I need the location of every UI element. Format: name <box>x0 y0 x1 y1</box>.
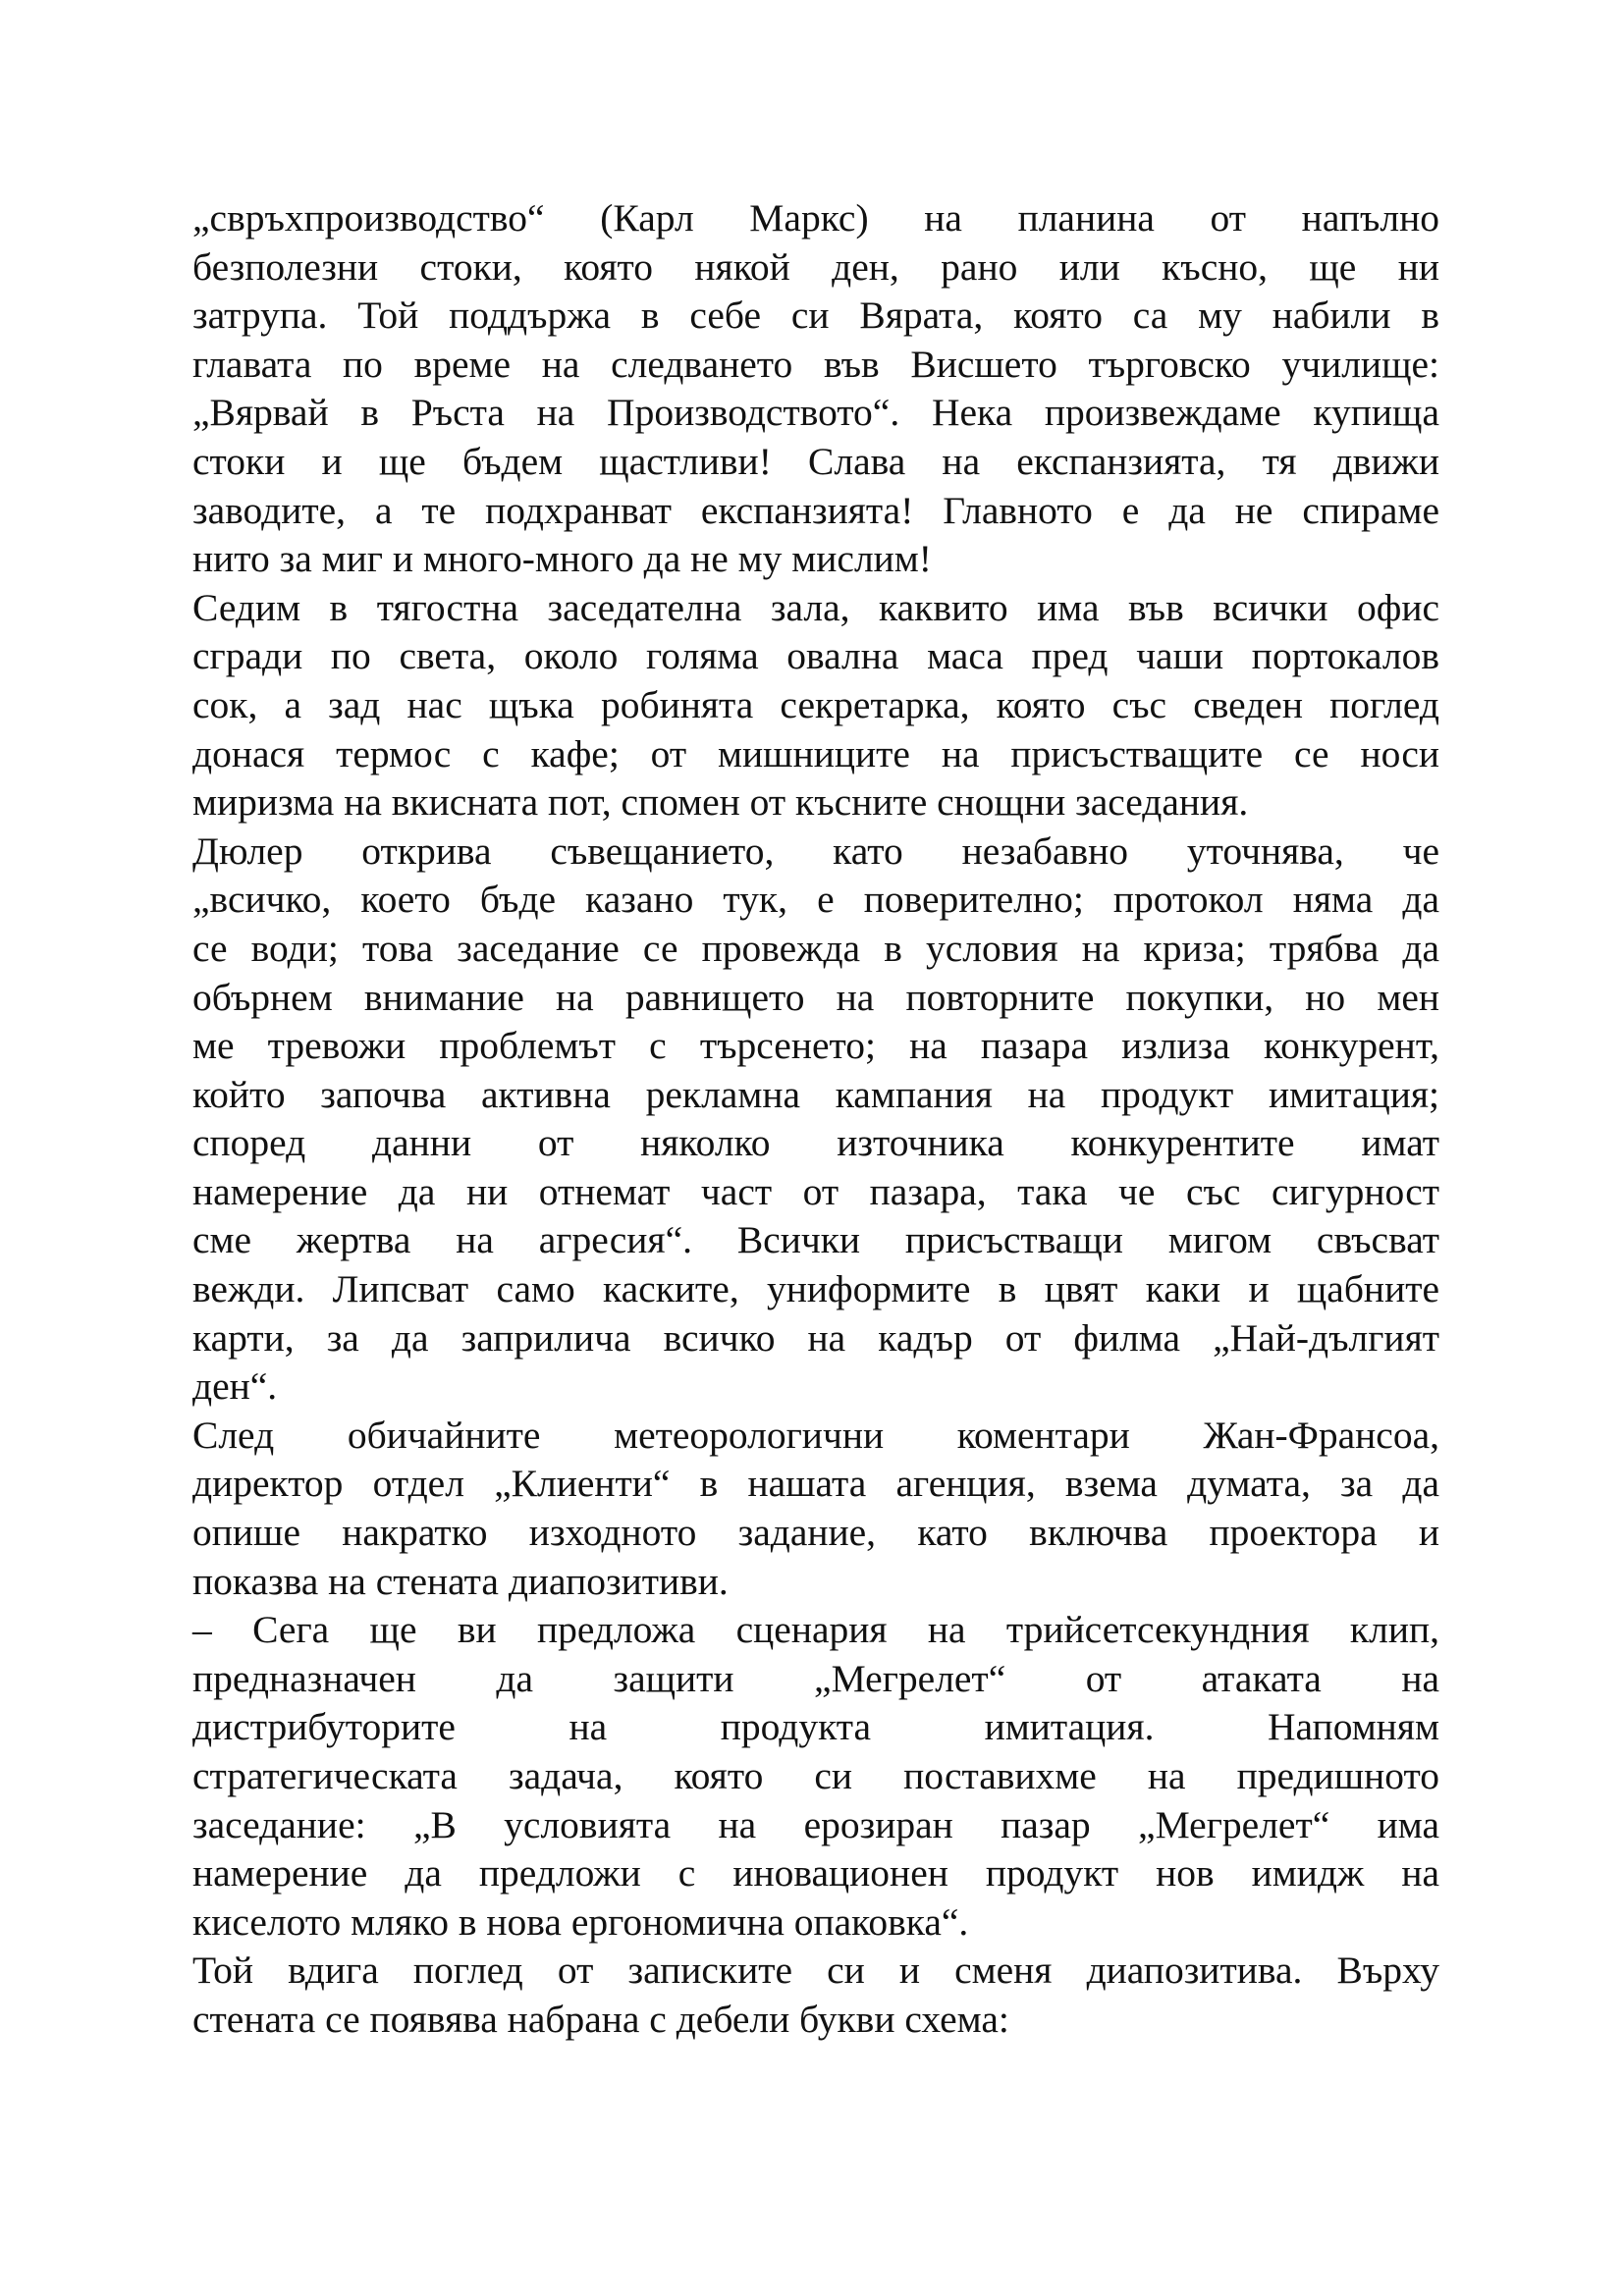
text-line: сгради по света, около голяма овална маса пред чаши портокалов <box>192 634 1439 678</box>
text-line: който започва активна рекламна кампания на продукт имитация; <box>192 1072 1439 1116</box>
text-line: предназначен да защити „Мегрелет“ от атаката на <box>192 1656 1439 1700</box>
text-line: нито за миг и много-много да не му мислим! <box>192 537 932 581</box>
text-line: опише накратко изходното задание, като включва проектора и <box>192 1511 1439 1555</box>
text-line: обърнем внимание на равнището на повторните покупки, но мен <box>192 975 1439 1019</box>
text-line: ден“. <box>192 1364 278 1409</box>
text-line: заседание: „В условията на ерозиран пазар „Мегрелет“ има <box>192 1802 1439 1846</box>
text-line: карти, за да заприлича всичко на кадър от филма „Най-дългият <box>192 1315 1439 1360</box>
text-line: След обичайните метеорологични коментари Жан-Франсоа, <box>192 1413 1439 1457</box>
text-line: „Вярвай в Ръста на Производството“. Нека произвеждаме купища <box>192 391 1439 435</box>
text-line: сок, а зад нас щъка робинята секретарка, която със сведен поглед <box>192 682 1439 726</box>
text-line: сме жертва на агресия“. Всички присъстващи мигом свъсват <box>192 1218 1439 1262</box>
text-line: Той вдига поглед от записките си и сменя диапозитива. Върху <box>192 1949 1439 1993</box>
text-line: се води; това заседание се провежда в условия на криза; трябва да <box>192 926 1439 970</box>
text-line: директор отдел „Клиенти“ в нашата агенция, взема думата, за да <box>192 1462 1439 1506</box>
text-line: според данни от няколко източника конкурентите имат <box>192 1121 1439 1165</box>
text-line: – Сега ще ви предложа сценария на трийсетсекундния клип, <box>192 1608 1439 1652</box>
text-line: стратегическата задача, която си поставихме на предишното <box>192 1754 1439 1797</box>
text-line: затрупа. Той поддържа в себе си Вярата, която са му набили в <box>192 294 1439 338</box>
text-line: Седим в тягостна заседателна зала, каквито има във всички офис <box>192 585 1439 629</box>
text-line: Дюлер открива съвещанието, като незабавно уточнява, че <box>192 828 1439 873</box>
text-line: „всичко, което бъде казано тук, е поверително; протокол няма да <box>192 878 1439 922</box>
text-line: намерение да ни отнемат част от пазара, така че със сигурност <box>192 1169 1439 1213</box>
text-line: безполезни стоки, която някой ден, рано или късно, ще ни <box>192 244 1439 289</box>
text-line: ме тревожи проблемът с търсенето; на пазара излиза конкурент, <box>192 1024 1439 1068</box>
text-line: показва на стената диапозитиви. <box>192 1559 729 1603</box>
text-line: стоки и ще бъдем щастливи! Слава на експанзията, тя движи <box>192 439 1439 483</box>
text-line: стената се появява набрана с дебели букви схема: <box>192 1997 1009 2041</box>
text-line: намерение да предложи с иновационен продукт нов имидж на <box>192 1851 1439 1896</box>
text-line: дистрибуторите на продукта имитация. Напомням <box>192 1705 1439 1749</box>
text-line: „свръхпроизводство“ (Карл Маркс) на планина от напълно <box>192 196 1439 240</box>
text-line: главата по време на следването във Висшето търговско училище: <box>192 342 1439 386</box>
body-text <box>192 194 1439 2045</box>
text-line: заводите, а те подхранват експанзията! Главното е да не спираме <box>192 488 1439 532</box>
text-line: вежди. Липсват само каските, униформите в цвят каки и щабните <box>192 1267 1439 1311</box>
text-line: миризма на вкисната пот, спомен от късните снощни заседания. <box>192 780 1249 825</box>
text-line: киселото мляко в нова ергономична опаковка“. <box>192 1899 969 1944</box>
text-line: донася термос с кафе; от мишниците на присъстващите се носи <box>192 731 1439 775</box>
